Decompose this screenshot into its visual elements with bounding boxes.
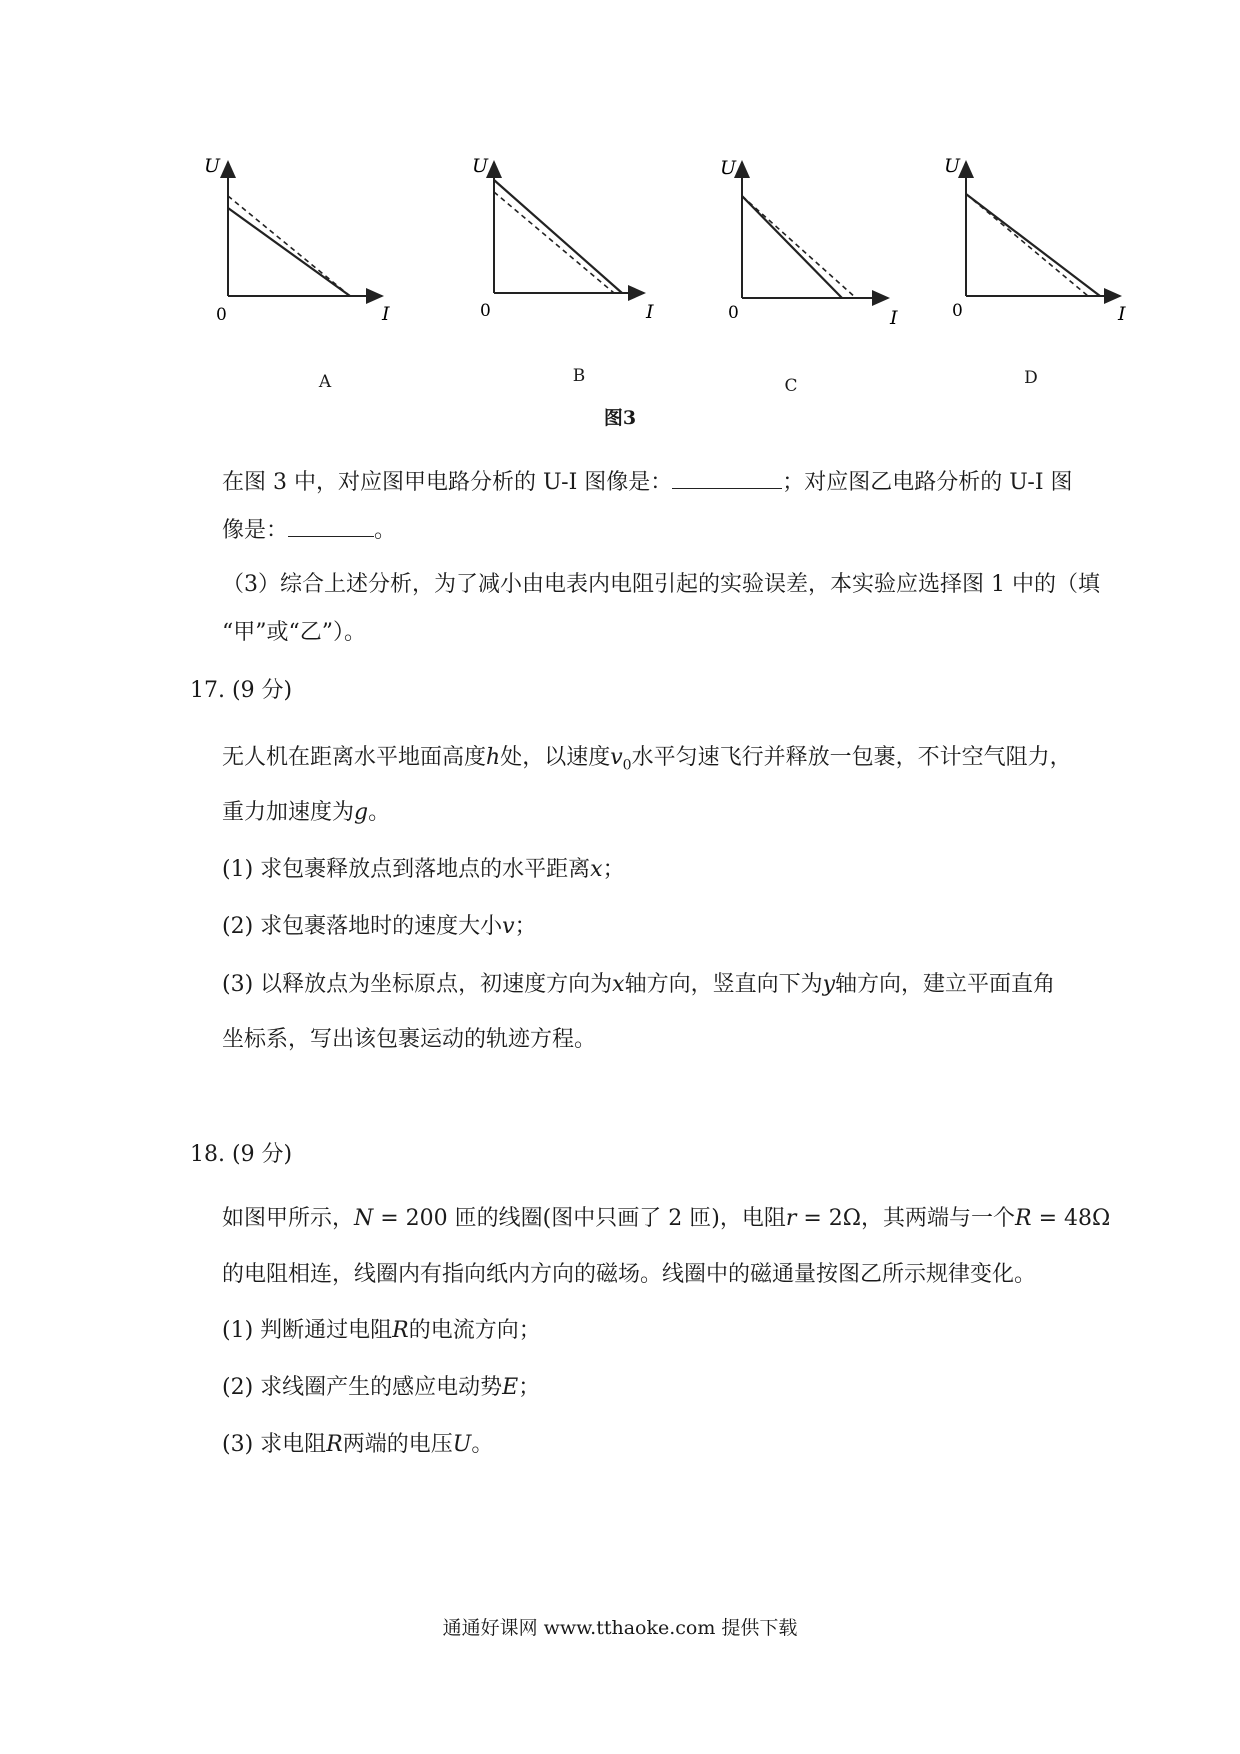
q18-stem-text-d: = 48Ω xyxy=(1031,1206,1111,1231)
answer-blank-1[interactable] xyxy=(672,466,782,489)
ui-graph-d xyxy=(930,155,1160,380)
i-label: I xyxy=(1118,303,1126,325)
var-R-part3: R xyxy=(326,1432,343,1457)
q16-part3-line2: “甲”或“乙”）。 xyxy=(222,620,366,645)
q17-part1-end: ； xyxy=(602,857,625,882)
q17-stem-line2 xyxy=(222,798,390,828)
q18-stem-line2: 的电阻相连，线圈内有指向纸内方向的磁场。线圈中的磁通量按图乙所示规律变化。 xyxy=(222,1262,1037,1287)
q18-part2 xyxy=(222,1373,540,1403)
q17-part2-text: (2) 求包裹落地时的速度大小 xyxy=(222,914,503,939)
var-E: E xyxy=(502,1375,519,1400)
q16-line1-text-b: ；对应图乙电路分析的 U-I 图 xyxy=(782,470,1073,495)
q16-part3-line1: （3）综合上述分析，为了减小由电表内电阻引起的实验误差，本实验应选择图 1 中的（填 xyxy=(222,572,1100,597)
q18-number: 18. (9 分) xyxy=(190,1142,293,1167)
q17-stem-text-c: 水平匀速飞行并释放一包裹，不计空气阻力， xyxy=(631,745,1072,770)
var-g: g xyxy=(354,800,369,825)
panel-label-d: D xyxy=(1024,368,1038,388)
var-R: R xyxy=(1015,1206,1032,1231)
q17-stem2-text-b: 。 xyxy=(368,800,391,825)
origin-label: 0 xyxy=(216,305,227,325)
origin-label: 0 xyxy=(952,301,963,321)
q18-part3 xyxy=(222,1430,493,1460)
u-label: U xyxy=(720,157,737,179)
graph-b xyxy=(450,155,680,410)
q17-part3-text-a: (3) 以释放点为坐标原点，初速度方向为 xyxy=(222,972,613,997)
q18-stem-text-a: 如图甲所示， xyxy=(222,1206,355,1231)
solid-line xyxy=(228,208,350,296)
graph-c xyxy=(690,157,920,410)
i-label: I xyxy=(890,307,898,329)
var-x: x xyxy=(590,857,603,882)
figure-caption: 图3 xyxy=(603,407,637,429)
answer-blank-2[interactable] xyxy=(288,514,374,537)
u-label: U xyxy=(472,155,489,177)
origin-label: 0 xyxy=(480,301,491,321)
q17-part2-end: ； xyxy=(514,914,537,939)
var-U: U xyxy=(452,1432,472,1457)
panel-label-c: C xyxy=(784,376,798,396)
q17-part2 xyxy=(222,912,537,942)
q17-part1 xyxy=(222,855,625,885)
graph-a xyxy=(204,155,440,410)
i-label: I xyxy=(382,303,390,325)
q17-part1-text: (1) 求包裹释放点到落地点的水平距离 xyxy=(222,857,591,882)
q16-line2-end: 。 xyxy=(374,518,397,543)
q18-part3-end: 。 xyxy=(471,1432,494,1457)
footer-watermark: 通通好课网 www.tthaoke.com 提供下载 xyxy=(442,1617,798,1639)
graph-d xyxy=(930,155,1160,410)
q18-part2-text: (2) 求线圈产生的感应电动势 xyxy=(222,1375,503,1400)
var-n: N xyxy=(354,1206,374,1231)
ui-graph-b xyxy=(450,155,680,380)
q18-part1-text: (1) 判断通过电阻 xyxy=(222,1318,393,1343)
q16-line1-text-a: 在图 3 中，对应图甲电路分析的 U-I 图像是： xyxy=(222,470,673,495)
var-R-part1: R xyxy=(392,1318,409,1343)
var-y-axis: y xyxy=(822,972,836,997)
solid-line xyxy=(966,194,1100,296)
panel-label-a: A xyxy=(318,372,332,392)
q18-part1 xyxy=(222,1316,541,1346)
origin-label: 0 xyxy=(728,303,739,323)
q18-part3-text-b: 两端的电压 xyxy=(342,1432,453,1457)
q17-stem-text-a: 无人机在距离水平地面高度 xyxy=(222,745,487,770)
q18-part3-text-a: (3) 求电阻 xyxy=(222,1432,327,1457)
var-x-axis: x xyxy=(612,972,625,997)
q18-stem-line1 xyxy=(222,1204,1110,1234)
u-label: U xyxy=(944,155,961,177)
q17-stem-line1 xyxy=(222,743,1072,780)
i-label: I xyxy=(646,301,654,323)
q16-line2 xyxy=(222,514,396,546)
panel-label-b: B xyxy=(572,366,586,386)
solid-line xyxy=(494,180,622,293)
q18-part2-end: ； xyxy=(518,1375,541,1400)
solid-line xyxy=(742,196,842,298)
q17-part3-line1 xyxy=(222,970,1055,1000)
var-r: r xyxy=(785,1206,797,1231)
q17-part3-line2: 坐标系，写出该包裹运动的轨迹方程。 xyxy=(222,1027,597,1052)
q18-part1-end: 的电流方向； xyxy=(408,1318,541,1343)
ui-graph-a xyxy=(204,155,440,380)
q17-number: 17. (9 分) xyxy=(190,678,293,703)
u-label: U xyxy=(204,155,221,177)
q17-part3-text-b: 轴方向，竖直向下为 xyxy=(624,972,823,997)
var-h: h xyxy=(486,745,501,770)
dashed-line xyxy=(742,196,856,298)
dashed-line xyxy=(494,192,614,293)
q17-stem-text-b: 处，以速度 xyxy=(500,745,611,770)
var-v: v xyxy=(502,914,515,939)
q17-part3-text-c: 轴方向，建立平面直角 xyxy=(835,972,1056,997)
q16-line1 xyxy=(222,466,1073,498)
q17-stem2-text-a: 重力加速度为 xyxy=(222,800,355,825)
q16-line2-text: 像是： xyxy=(222,518,289,543)
var-v0-subscript: 0 xyxy=(622,757,632,774)
var-v0: v xyxy=(610,745,623,770)
dashed-line xyxy=(228,196,350,296)
q18-stem-text-b: = 200 匝的线圈(图中只画了 2 匝)，电阻 xyxy=(373,1206,786,1231)
ui-graph-c xyxy=(690,157,920,380)
q18-stem-text-c: = 2Ω，其两端与一个 xyxy=(796,1206,1016,1231)
